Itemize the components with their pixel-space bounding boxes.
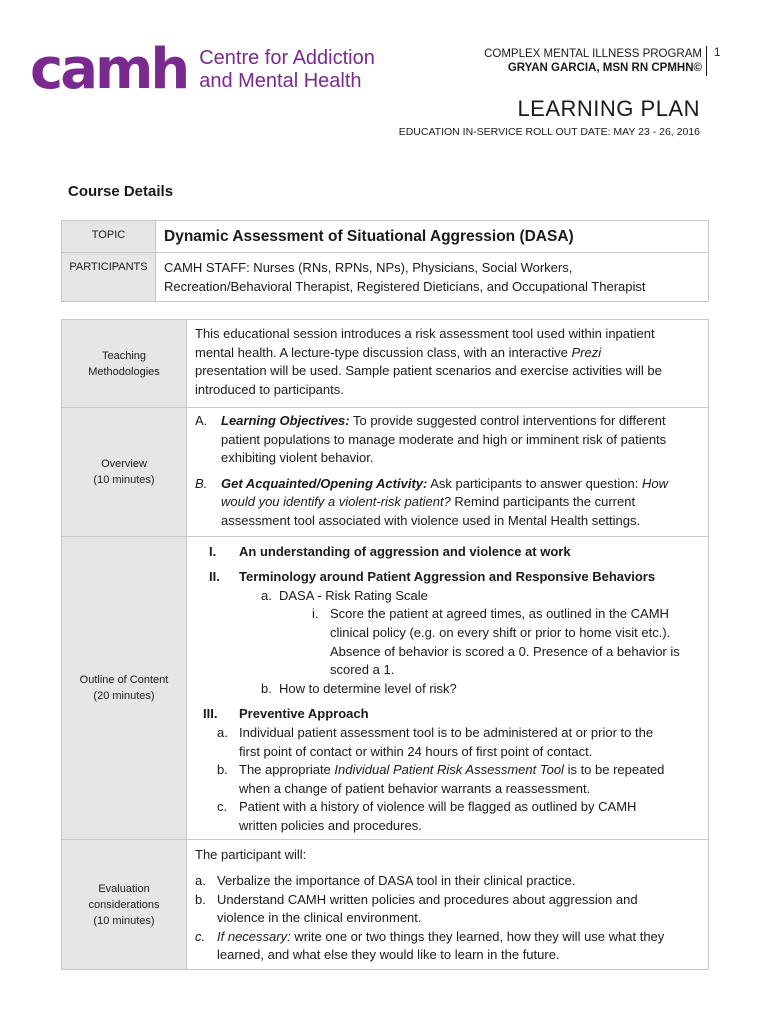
outline-line: Patient with a history of violence will be flagged as outlined by CAMH <box>239 799 637 815</box>
outline-text: DASA - Risk Rating Scale <box>279 587 428 603</box>
overview-content <box>187 408 709 537</box>
item-marker: c. <box>195 928 206 944</box>
outline-item-iii <box>195 705 700 724</box>
evaluation-text: Verbalize the importance of DASA tool in their clinical practice. <box>217 873 576 889</box>
participants-row <box>62 253 709 302</box>
teaching-line: presentation will be used. Sample patient scenarios and exercise activities will be <box>195 363 662 379</box>
evaluation-text: write one or two things they learned, how they will use what they <box>290 928 665 944</box>
teaching-text: mental health. A lecture-type discussion class, with an interactive <box>195 344 572 360</box>
outline-item-iii-c-text <box>239 798 636 835</box>
overview-label-line: (10 minutes) <box>93 473 155 486</box>
outline-label <box>62 536 187 840</box>
evaluation-row <box>62 840 709 970</box>
overview-item-a <box>195 412 700 468</box>
overview-line: patient populations to manage moderate and high or imminent risk of patients <box>221 431 667 447</box>
course-details-table <box>61 220 709 302</box>
topic-value: Dynamic Assessment of Situational Aggression (DASA) <box>156 221 709 253</box>
evaluation-line: learned, and what else they would like to learn in the future. <box>217 947 560 963</box>
outline-line: Individual patient assessment tool is to be administered at or prior to the <box>239 724 654 740</box>
teaching-label-line: Methodologies <box>88 365 160 378</box>
outline-row <box>62 536 709 840</box>
outline-line: Absence of behavior is scored a 0. Presence of a behavior is <box>330 643 680 659</box>
item-marker: b. <box>217 762 228 778</box>
evaluation-condition: If necessary: <box>217 928 291 944</box>
outline-content <box>187 536 709 840</box>
rollout-date: EDUCATION IN-SERVICE ROLL OUT DATE: MAY 23 - 26, 2016 <box>398 126 700 138</box>
header-info <box>484 47 702 75</box>
outline-item-iii-a-text <box>239 724 653 761</box>
outline-item-ii <box>195 568 700 587</box>
learning-objectives-title: Learning Objectives: <box>221 413 350 428</box>
item-marker: B. <box>195 475 208 491</box>
evaluation-label <box>62 840 187 970</box>
teaching-content <box>187 320 709 408</box>
overview-text: To provide suggested control interventions for different <box>349 413 666 428</box>
outline-item-ii-a-i-text <box>330 605 680 679</box>
item-marker: i. <box>312 606 319 622</box>
evaluation-line: Understand CAMH written policies and procedures about aggression and <box>217 891 638 907</box>
participants-value <box>156 253 709 302</box>
evaluation-line: violence in the clinical environment. <box>217 910 422 926</box>
teaching-label <box>62 320 187 408</box>
evaluation-item-b-text <box>217 891 638 928</box>
camh-logo <box>30 37 375 102</box>
item-marker: c. <box>217 799 228 815</box>
logo-tagline-line2: and Mental Health <box>199 70 362 92</box>
item-marker: a. <box>217 724 228 740</box>
outline-item-iii-b-text <box>239 761 664 798</box>
overview-line: assessment tool associated with violence used in Mental Health settings. <box>221 512 641 528</box>
item-marker: I. <box>209 543 217 559</box>
teaching-line: This educational session introduces a risk assessment tool used within inpatient <box>195 326 655 341</box>
participants-line: Recreation/Behavioral Therapist, Registered Dieticians, and Occupational Therapist <box>164 279 646 294</box>
outline-line: Score the patient at agreed times, as outlined in the CAMH <box>330 606 669 622</box>
outline-line: scored a 1. <box>330 662 395 678</box>
topic-row <box>62 221 709 253</box>
outline-heading: Terminology around Patient Aggression and Responsive Behaviors <box>239 569 656 585</box>
program-name: COMPLEX MENTAL ILLNESS PROGRAM <box>484 48 702 60</box>
evaluation-item-b <box>195 891 700 928</box>
page-number: 1 <box>714 47 721 59</box>
item-marker: b. <box>261 680 272 696</box>
opening-activity-title: Get Acquainted/Opening Activity: <box>221 475 428 491</box>
topic-label: TOPIC <box>62 221 156 253</box>
outline-item-ii-b <box>195 680 700 699</box>
outline-line: written policies and procedures. <box>239 817 422 833</box>
item-marker: III. <box>203 706 218 722</box>
teaching-row <box>62 320 709 408</box>
outline-item-iii-c <box>195 798 700 835</box>
overview-question: How <box>641 475 668 491</box>
teaching-line: introduced to participants. <box>195 381 344 397</box>
overview-item-b <box>195 475 700 531</box>
outline-text: is to be repeated <box>563 762 665 778</box>
item-marker: a. <box>261 587 272 603</box>
learning-plan-table <box>61 319 709 970</box>
outline-item-iii-a <box>195 724 700 761</box>
overview-label <box>62 408 187 537</box>
outline-line: clinical policy (e.g. on every shift or prior to home visit etc.). <box>330 624 671 640</box>
evaluation-label-line: considerations <box>88 898 160 911</box>
outline-item-ii-a <box>195 587 700 606</box>
evaluation-content <box>187 840 709 970</box>
outline-text: How to determine level of risk? <box>279 680 457 696</box>
outline-label-line: (20 minutes) <box>93 690 155 703</box>
evaluation-label-line: Evaluation <box>98 882 150 895</box>
outline-line: first point of contact or within 24 hours of first point of contact. <box>239 743 593 759</box>
outline-item-iii-b <box>195 761 700 798</box>
prezi-text: Prezi <box>571 344 602 360</box>
item-marker: A. <box>195 413 208 428</box>
author-name: GRYAN GARCIA, MSN RN CPMHN© <box>507 62 702 74</box>
outline-item-ii-a-i <box>195 605 700 679</box>
outline-item-i <box>195 543 700 562</box>
evaluation-item-c <box>195 928 700 965</box>
participants-label: PARTICIPANTS <box>62 253 156 302</box>
teaching-label-line: Teaching <box>101 349 147 362</box>
page-number-divider <box>706 46 707 76</box>
outline-label-line: Outline of Content <box>79 674 169 687</box>
overview-item-b-text <box>221 475 668 531</box>
overview-item-a-text <box>221 412 666 468</box>
participants-line: CAMH STAFF: Nurses (RNs, RPNs, NPs), Physicians, Social Workers, <box>164 260 573 275</box>
item-marker: b. <box>195 891 206 907</box>
evaluation-item-c-text <box>217 928 664 965</box>
outline-line: when a change of patient behavior warrants a reassessment. <box>239 780 591 796</box>
evaluation-intro: The participant will: <box>195 847 307 863</box>
overview-line: exhibiting violent behavior. <box>221 450 374 466</box>
tool-name: Individual Patient Risk Assessment Tool <box>334 762 564 778</box>
overview-question: would you identify a violent-risk patient? <box>221 494 451 510</box>
overview-label-line: Overview <box>101 457 147 470</box>
item-marker: II. <box>209 569 220 585</box>
teaching-line <box>195 344 700 363</box>
outline-text: The appropriate <box>239 762 335 778</box>
outline-heading: Preventive Approach <box>239 706 369 722</box>
course-details-heading: Course Details <box>68 183 174 200</box>
evaluation-item-a <box>195 872 700 891</box>
overview-text: Ask participants to answer question: <box>427 475 642 491</box>
logo-tagline-line1: Centre for Addiction <box>199 47 375 69</box>
logo-tagline <box>199 47 375 93</box>
overview-text: Remind participants the current <box>450 494 636 510</box>
item-marker: a. <box>195 873 206 889</box>
evaluation-label-line: (10 minutes) <box>93 914 155 927</box>
logo-wordmark: camh <box>30 37 188 102</box>
outline-heading: An understanding of aggression and violence at work <box>239 543 571 559</box>
document-title: LEARNING PLAN <box>517 96 700 121</box>
overview-row <box>62 408 709 537</box>
